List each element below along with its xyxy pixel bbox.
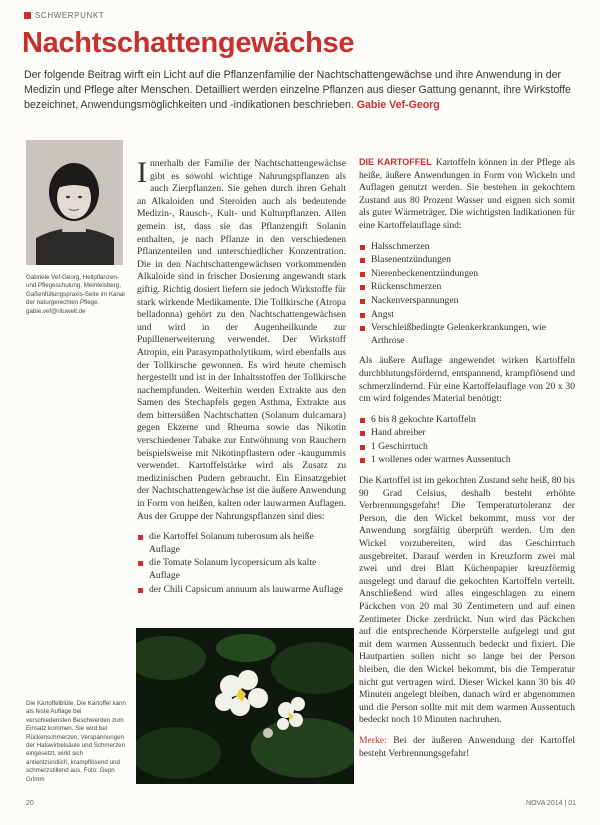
author-photo: [26, 140, 123, 265]
article-lead: [24, 68, 582, 114]
list-item: die Tomate Solanum lycopersicum als kalte Auflage: [137, 557, 346, 582]
procedure-paragraph: Die Kartoffel ist im gekochten Zustand sehr heiß, 80 bis 90 Grad Celsius, deshalb besteht erhöhte Verbrennungsgefahr! Die Temperaturtoleranz der Person, die den Wickel bekommt, muss vor der Anwendung sorgfältig überprüft werden. Um den Wickel vorzubereiten, wird das Geschirrtuch ausgebreitet. Darauf werden in Kreuzform zwei mal zwei und drei Blatt Küchenpapier kreuzförmig ausgelegt und darauf die gekochten Kartoffeln verteilt. Anschließend wird alles eingeschlagen zu einem Päckchen von 20 mal 30 Zentimetern und auf einen Zentimeter Dicke zerdrückt. Nun wird das Päckchen auf die entsprechende Körperstelle aufgelegt und gut mit dem warmen Aussentuch bedeckt und fixiert. Die Hautpartien sollen nicht so lange bei der Person bleiben, die den Wickel bekommt, bis die Temperatur nicht gut vertragen wird. Dieser Wickel kann 30 bis 40 Minuten angelegt bleiben, danach wird er abgenommen und die Person sollte mit mit dem warmen Aussentuch bedeckt noch 10 Minuten nachruhen.: [359, 475, 575, 726]
note-paragraph: [359, 735, 575, 760]
list-item: Angst: [359, 309, 575, 322]
list-item: Verschleißbedingte Gelenkerkrankungen, wie Arthrose: [359, 322, 575, 347]
potato-intro-text: Kartoffeln können in der Pflege als heiße, äußere Anwendungen in Form von Wickeln und Auflagen genutzt werden. Sie bestehen in gekochtem Zustand aus 80 Prozent Wasser und eignen sich somit als guter Wärmeträger. Die wichtigsten Indikationen für eine Kartoffelauflage sind:: [359, 157, 575, 231]
section-rubric: [24, 11, 104, 20]
article-title: Nachtschattengewächse: [22, 27, 355, 59]
materials-list: [359, 414, 575, 467]
dropcap: I: [137, 158, 147, 189]
effect-paragraph: Als äußere Auflage angewendet wirken Kartoffeln durchblutungsfördernd, entspannend, krampflösend und schmerzlindernd. Für eine Kartoffelauflage von 20 x 30 cm wird folgendes Material benötigt:: [359, 355, 575, 405]
list-item: die Kartoffel Solanum tuberosum als heiße Auflage: [137, 531, 346, 556]
lead-text: Der folgende Beitrag wirft ein Licht auf die Pflanzenfamilie der Nachtschattengewächse und ihre Anwendung in der Medizin und Pflege alter Menschen. Detailliert werden einzelne Pflanzen aus dieser Gattung genannt, ihre Wirkstoffe bezeichnet, Anwendungsmöglichkeiten und -indikationen beschrieben.: [24, 69, 571, 112]
section-kicker: DIE KARTOFFEL: [359, 157, 432, 167]
list-item: Hand abreiber: [359, 427, 575, 440]
page-number: 20: [26, 800, 34, 807]
issue-label: NOVA 2014 | 01: [526, 800, 576, 807]
list-item: Rückenschmerzen: [359, 281, 575, 294]
list-item: 6 bis 8 gekochte Kartoffeln: [359, 414, 575, 427]
rubric-label: SCHWERPUNKT: [35, 11, 105, 20]
author-portrait-image: [26, 140, 123, 265]
article-column-2: [359, 156, 575, 796]
list-item: 1 Geschirrtuch: [359, 441, 575, 454]
potato-flower-photo: [136, 628, 354, 784]
list-item: Halsschmerzen: [359, 241, 575, 254]
potato-photo-caption: Die Kartoffelblüte. Die Kartoffel kann als feste Auflage bei verschiedensten Beschwerden zum Einsatz kommen. Sie wird bei Rückenschmerzen, Verspannungen der Halswirbelsäule und Schmerzen eingesetzt, wirkt sich antientzündlich, krampflösend und schmerzstillend aus. Foto: Gepn Grimm: [26, 700, 126, 783]
list-item: 1 wollenes oder warmes Aussentuch: [359, 454, 575, 467]
indications-list: [359, 241, 575, 348]
list-item: Nierenbeckenentzündungen: [359, 268, 575, 281]
red-square-icon: [24, 12, 31, 19]
list-item: der Chili Capsicum annuum als lauwarme Auflage: [137, 584, 346, 597]
list-item: Blasenentzündungen: [359, 254, 575, 267]
intro-paragraph: [137, 158, 346, 523]
food-plant-list: [137, 531, 346, 596]
list-item: Nackenverspannungen: [359, 295, 575, 308]
note-text: Bei der äußeren Anwendung der Kartoffel besteht Verbrennungsgefahr!: [359, 734, 575, 759]
article-column-1: [137, 158, 346, 623]
author-photo-caption: Gabriele Vef-Georg, Heilpflanzen- und Pflegeschulung, Meintelsberg, Gaßenfüllungspraxis-Seite im Kanal der naturgerechten Pflege. gabie.vef@rituwelt.de: [26, 274, 125, 315]
author-name: Gabie Vef-Georg: [356, 99, 440, 112]
intro-text: nnerhalb der Familie der Nachtschattengewächse gibt es sowohl wichtige Nahrungspflanzen als auch Zierpflanzen. Sie gehen durch ihren Gehalt an Alkaloiden und Steroiden auch als bedeutende Medizin-, Rausch-, Kult- und Kulturpflanzen. Allen gemein ist, dass sie das Pflanzengift Solanin enthalten, je nach Pflanze in den verschiedenen Pflanzenteilen und unterschiedlicher Konzentration. Die in den Nachtschattengewächsen vorkommenden Alkaloide sind in frischer Dosierung angewandt stark giftig. Richtig dosiert liefern sie jedoch Wirkstoffe für stark wirkende Medikamente. Die Tollkirsche (Atropa belladonna) gehört zu den Nachtschattengewächsen und wird in der Augenheilkunde zur Pupillenerweiterung verwendet. Der Wirkstoff Atropin, ein Parasympatholytikum, wird ebenfalls aus der Tollkirsche gewonnen. Es wird heute chemisch hergestellt und ist in der Inhaltsstoffen der Tollkirsche nachempfunden. Weiterhin werden Extrakte aus den Samen des Stechapfels gegen Asthma, Extrakte aus dem bittersüßen Nachtschatten (Solanum dulcamara) gegen Ekzeme und Rheuma sowie das Nikotin verschiedener Tabake zur Entwöhnung von Rauchern beispielsweise mit Nikotinpflastern oder -kaugummis verwendet. Kartoffelstärke wird als Zusatz zu medizinischen Pudern gebraucht. Ein Einsatzgebiet der Nachtschattengewächse ist die äußere Anwendung in Form von heißen, kalten oder lauwarmen Auflagen. Aus der Gruppe der Nahrungspflanzen sind dies:: [137, 158, 346, 522]
potato-flower-image: [136, 628, 354, 784]
potato-intro-paragraph: [359, 156, 575, 233]
note-label: Merke:: [359, 734, 387, 746]
